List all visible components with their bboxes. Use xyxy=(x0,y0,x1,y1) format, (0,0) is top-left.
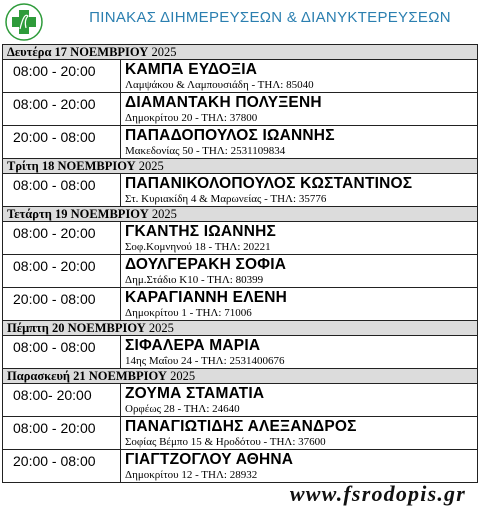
opening-hours: 08:00 - 20:00 xyxy=(3,222,121,254)
pharmacy-name: ΠΑΝΑΓΙΩΤΙΔΗΣ ΑΛΕΞΑΝΔΡΟΣ xyxy=(125,418,357,435)
pharmacy-name: ΔΙΑΜΑΝΤΑΚΗ ΠΟΛΥΞΕΝΗ xyxy=(125,94,322,111)
day-header xyxy=(3,321,477,336)
opening-hours: 08:00 - 08:00 xyxy=(3,336,121,368)
day-label: Παρασκευή 21 ΝΟΕΜΒΡΙΟΥ xyxy=(7,369,167,383)
opening-hours: 20:00 - 08:00 xyxy=(3,126,121,158)
day-label: Τρίτη 18 ΝΟΕΜΒΡΙΟΥ xyxy=(7,159,136,173)
website-url[interactable]: www.fsrodopis.gr xyxy=(289,481,466,506)
pharmacy-row xyxy=(3,126,477,159)
day-label: Πέμπτη 20 ΝΟΕΜΒΡΙΟΥ xyxy=(7,321,146,335)
day-year: 2025 xyxy=(138,159,164,173)
pharmacy-address: Δημ.Στάδιο Κ10 - ΤΗΛ: 80399 xyxy=(125,274,264,286)
pharmacy-row xyxy=(3,336,477,369)
day-header xyxy=(3,369,477,384)
header xyxy=(0,0,480,44)
pharmacy-cross-logo-icon xyxy=(4,2,44,42)
pharmacy-row xyxy=(3,255,477,288)
pharmacy-row xyxy=(3,288,477,321)
day-label: Τετάρτη 19 ΝΟΕΜΒΡΙΟΥ xyxy=(7,207,149,221)
day-header xyxy=(3,45,477,60)
pharmacy-info xyxy=(121,93,477,125)
pharmacy-name: ΖΟΥΜΑ ΣΤΑΜΑΤΙΑ xyxy=(125,385,265,402)
opening-hours: 20:00 - 08:00 xyxy=(3,450,121,482)
day-header xyxy=(3,207,477,222)
opening-hours: 20:00 - 08:00 xyxy=(3,288,121,320)
pharmacy-name: ΠΑΠΑΔΟΠΟΥΛΟΣ ΙΩΑΝΝΗΣ xyxy=(125,127,335,144)
pharmacy-name: ΣΙΦΑΛΕΡΑ ΜΑΡΙΑ xyxy=(125,337,261,354)
pharmacy-info xyxy=(121,450,477,482)
pharmacy-row xyxy=(3,384,477,417)
pharmacy-name: ΚΑΡΑΓΙΑΝΝΗ ΕΛΕΝΗ xyxy=(125,289,288,306)
opening-hours: 08:00 - 08:00 xyxy=(3,174,121,206)
pharmacy-name: ΓΙΑΓΤΖΟΓΛΟΥ ΑΘΗΝΑ xyxy=(125,451,294,468)
pharmacy-address: Λαμψάκου & Λαμπουσιάδη - ΤΗΛ: 85040 xyxy=(125,79,314,91)
day-year: 2025 xyxy=(151,207,177,221)
pharmacy-row xyxy=(3,222,477,255)
pharmacy-info xyxy=(121,222,477,254)
pharmacy-name: ΓΚΑΝΤΗΣ ΙΩΑΝΝΗΣ xyxy=(125,223,276,240)
pharmacy-name: ΔΟΥΛΓΕΡΑΚΗ ΣΟΦΙΑ xyxy=(125,256,287,273)
pharmacy-info xyxy=(121,417,477,449)
day-year: 2025 xyxy=(170,369,196,383)
pharmacy-info xyxy=(121,126,477,158)
pharmacy-name: ΚΑΜΠΑ ΕΥΔΟΞΙΑ xyxy=(125,61,258,78)
pharmacy-address: Δημοκρίτου 1 - ΤΗΛ: 71006 xyxy=(125,307,252,319)
pharmacy-row xyxy=(3,174,477,207)
opening-hours: 08:00 - 20:00 xyxy=(3,93,121,125)
opening-hours: 08:00 - 20:00 xyxy=(3,417,121,449)
pharmacy-address: 14ης Μαΐου 24 - ΤΗΛ: 2531400676 xyxy=(125,355,285,367)
opening-hours: 08:00 - 20:00 xyxy=(3,255,121,287)
opening-hours: 08:00- 20:00 xyxy=(3,384,121,416)
pharmacy-info xyxy=(121,60,477,92)
pharmacy-row xyxy=(3,417,477,450)
pharmacy-address: Ορφέως 28 - ΤΗΛ: 24640 xyxy=(125,403,240,415)
page-title: ΠΙΝΑΚΑΣ ΔΙΗΜΕΡΕΥΣΕΩΝ & ΔΙΑΝΥΚΤΕΡΕΥΣΕΩΝ xyxy=(89,9,451,26)
pharmacy-address: Στ. Κυριακίδη 4 & Μαρωνείας - ΤΗΛ: 35776 xyxy=(125,193,327,205)
pharmacy-info xyxy=(121,384,477,416)
pharmacy-info xyxy=(121,288,477,320)
pharmacy-address: Μακεδονίας 50 - ΤΗΛ: 2531109834 xyxy=(125,145,286,157)
day-header xyxy=(3,159,477,174)
pharmacy-info xyxy=(121,336,477,368)
pharmacy-info xyxy=(121,255,477,287)
pharmacy-address: Δημοκρίτου 20 - ΤΗΛ: 37800 xyxy=(125,112,258,124)
pharmacy-row xyxy=(3,450,477,482)
pharmacy-address: Δημοκρίτου 12 - ΤΗΛ: 28932 xyxy=(125,469,258,481)
pharmacy-address: Σοφ.Κομνηνού 18 - ΤΗΛ: 20221 xyxy=(125,241,271,253)
pharmacy-row xyxy=(3,60,477,93)
day-year: 2025 xyxy=(151,45,177,59)
pharmacy-info xyxy=(121,174,477,206)
pharmacy-address: Σοφίας Βέμπο 15 & Ηροδότου - ΤΗΛ: 37600 xyxy=(125,436,326,448)
schedule-table xyxy=(2,44,478,483)
day-label: Δευτέρα 17 ΝΟΕΜΒΡΙΟΥ xyxy=(7,45,149,59)
opening-hours: 08:00 - 20:00 xyxy=(3,60,121,92)
day-year: 2025 xyxy=(148,321,174,335)
pharmacy-name: ΠΑΠΑΝΙΚΟΛΟΠΟΥΛΟΣ ΚΩΣΤΑΝΤΙΝΟΣ xyxy=(125,175,413,192)
pharmacy-row xyxy=(3,93,477,126)
